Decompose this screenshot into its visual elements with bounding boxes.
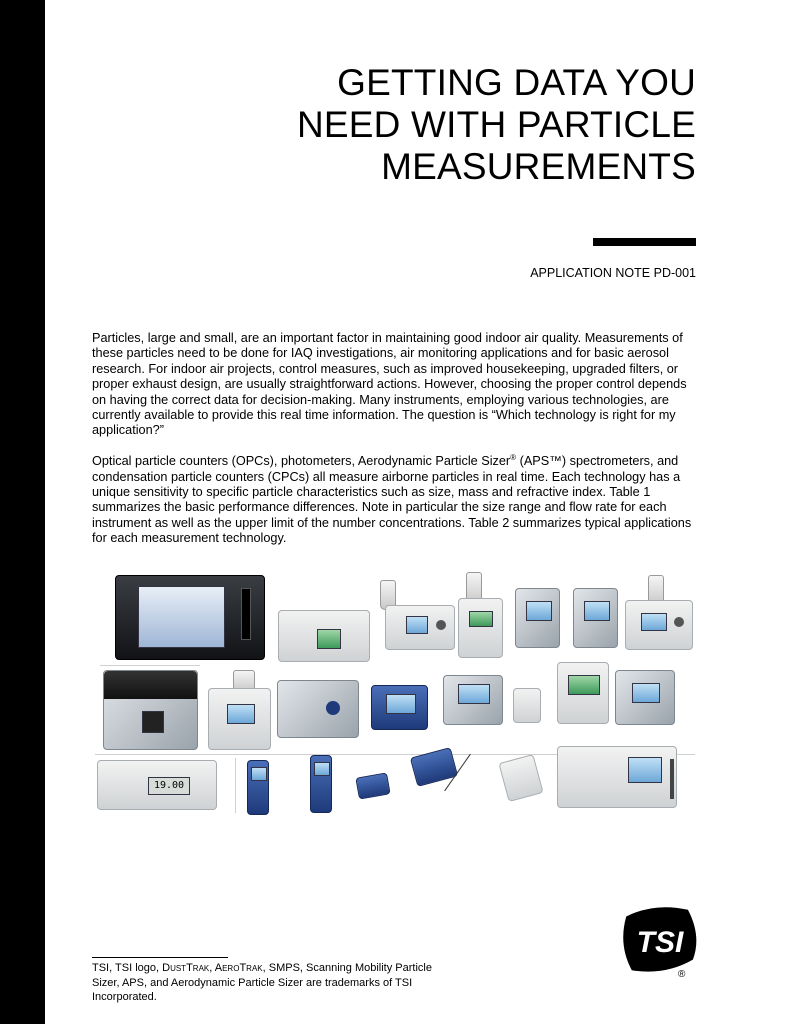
paragraph-intro: Particles, large and small, are an important factor in maintaining good indoor air quality. Measurements of these particles need to be done for IAQ investigations, air monitoring applications and for basic aerosol research. For indoor air projects, control measures, such as improved housekeeping, upgraded filters, or proper exhaust design, are usually straightforward actions. However, choosing the proper control depends on having the correct data for decision-making. Many instruments, employing various technologies, are currently available to provide this real time information. The question is “Which technology is right for my application?” (92, 331, 687, 438)
logo-text: TSI (636, 926, 684, 959)
instrument-remote-counter-image (557, 662, 609, 724)
registered-mark: ® (510, 453, 517, 462)
instrument-aerotrak-image (103, 670, 198, 750)
footnote-text-t2: T (239, 962, 247, 974)
footnote-rule (92, 957, 228, 958)
left-black-bar (0, 0, 45, 1024)
instrument-handheld-counter-image-2 (310, 755, 332, 813)
instrument-cpc-image-2 (385, 605, 455, 650)
instrument-cpc-image (278, 610, 370, 662)
footnote-text-2: , A (209, 962, 223, 974)
paragraph-technologies (92, 454, 702, 546)
instrument-smps-image (115, 575, 265, 660)
footnote-text-t1: T (186, 962, 193, 974)
paragraph-technologies-end: (APS™) spectrometers, and condensation particle counters (CPCs) all measure airborne particles in real time. Each technology has a unique sensitivity to specific particle characteristics such as size, mass and refractive index. Table 1 summarizes the basic performance differences. Note in particular the size range and flow rate for each instrument as well as the upper limit of the number concentrations. Table 2 summarizes typical applications for each measurement technology. (92, 454, 692, 546)
footnote-smallcaps-dust: UST (170, 964, 187, 973)
application-note-label: APPLICATION NOTE PD-001 (530, 266, 696, 280)
instrument-portable-counter-image (615, 670, 675, 725)
trademark-footnote (92, 961, 432, 1004)
instrument-handheld-counter-image (247, 760, 269, 815)
title-rule (593, 238, 696, 246)
instrument-handheld-monitor-image (371, 685, 428, 730)
display-reading: 19.00 (153, 780, 185, 791)
footnote-smallcaps-trak-1: RAK (192, 964, 210, 973)
instrument-desktop-counter-image (443, 675, 503, 725)
instrument-optical-counter-image (277, 680, 359, 738)
instrument-small-sensor-image (513, 688, 541, 723)
instrument-gallery (95, 570, 695, 825)
instrument-cpc-image-3 (458, 598, 503, 658)
instrument-nanoparticle-monitor-image (97, 760, 217, 810)
title-line-1: GETTING DATA YOU (337, 62, 696, 103)
body-text (92, 331, 702, 562)
instrument-aps-image (515, 588, 560, 648)
page-title (136, 62, 696, 188)
footnote-text-1: TSI, TSI logo, D (92, 962, 171, 974)
title-line-3: MEASUREMENTS (381, 146, 696, 187)
paragraph-technologies-start: Optical particle counters (OPCs), photometers, Aerodynamic Particle Sizer (92, 454, 511, 469)
tsi-logo-icon (620, 904, 700, 979)
instrument-cpc-image-4 (625, 600, 693, 650)
instrument-handheld-photometer-image (498, 754, 543, 802)
instrument-display (148, 777, 190, 795)
footnote-smallcaps-aero: ERO (222, 964, 240, 973)
instrument-personal-monitor-image (355, 772, 390, 799)
logo-registered-mark: ® (678, 969, 686, 979)
title-line-2: NEED WITH PARTICLE (296, 104, 696, 145)
instrument-aps-image-2 (573, 588, 618, 648)
instrument-rack-analyzer-image (557, 746, 677, 808)
instrument-dusttrak-image (208, 688, 271, 750)
footnote-smallcaps-trak-2: RAK (246, 964, 263, 973)
footnote-text-3: , SMPS, Scanning Mobility Particle Sizer, APS, and Aerodynamic Particle Sizer are trademarks of TSI Incorporated. (92, 962, 432, 1003)
